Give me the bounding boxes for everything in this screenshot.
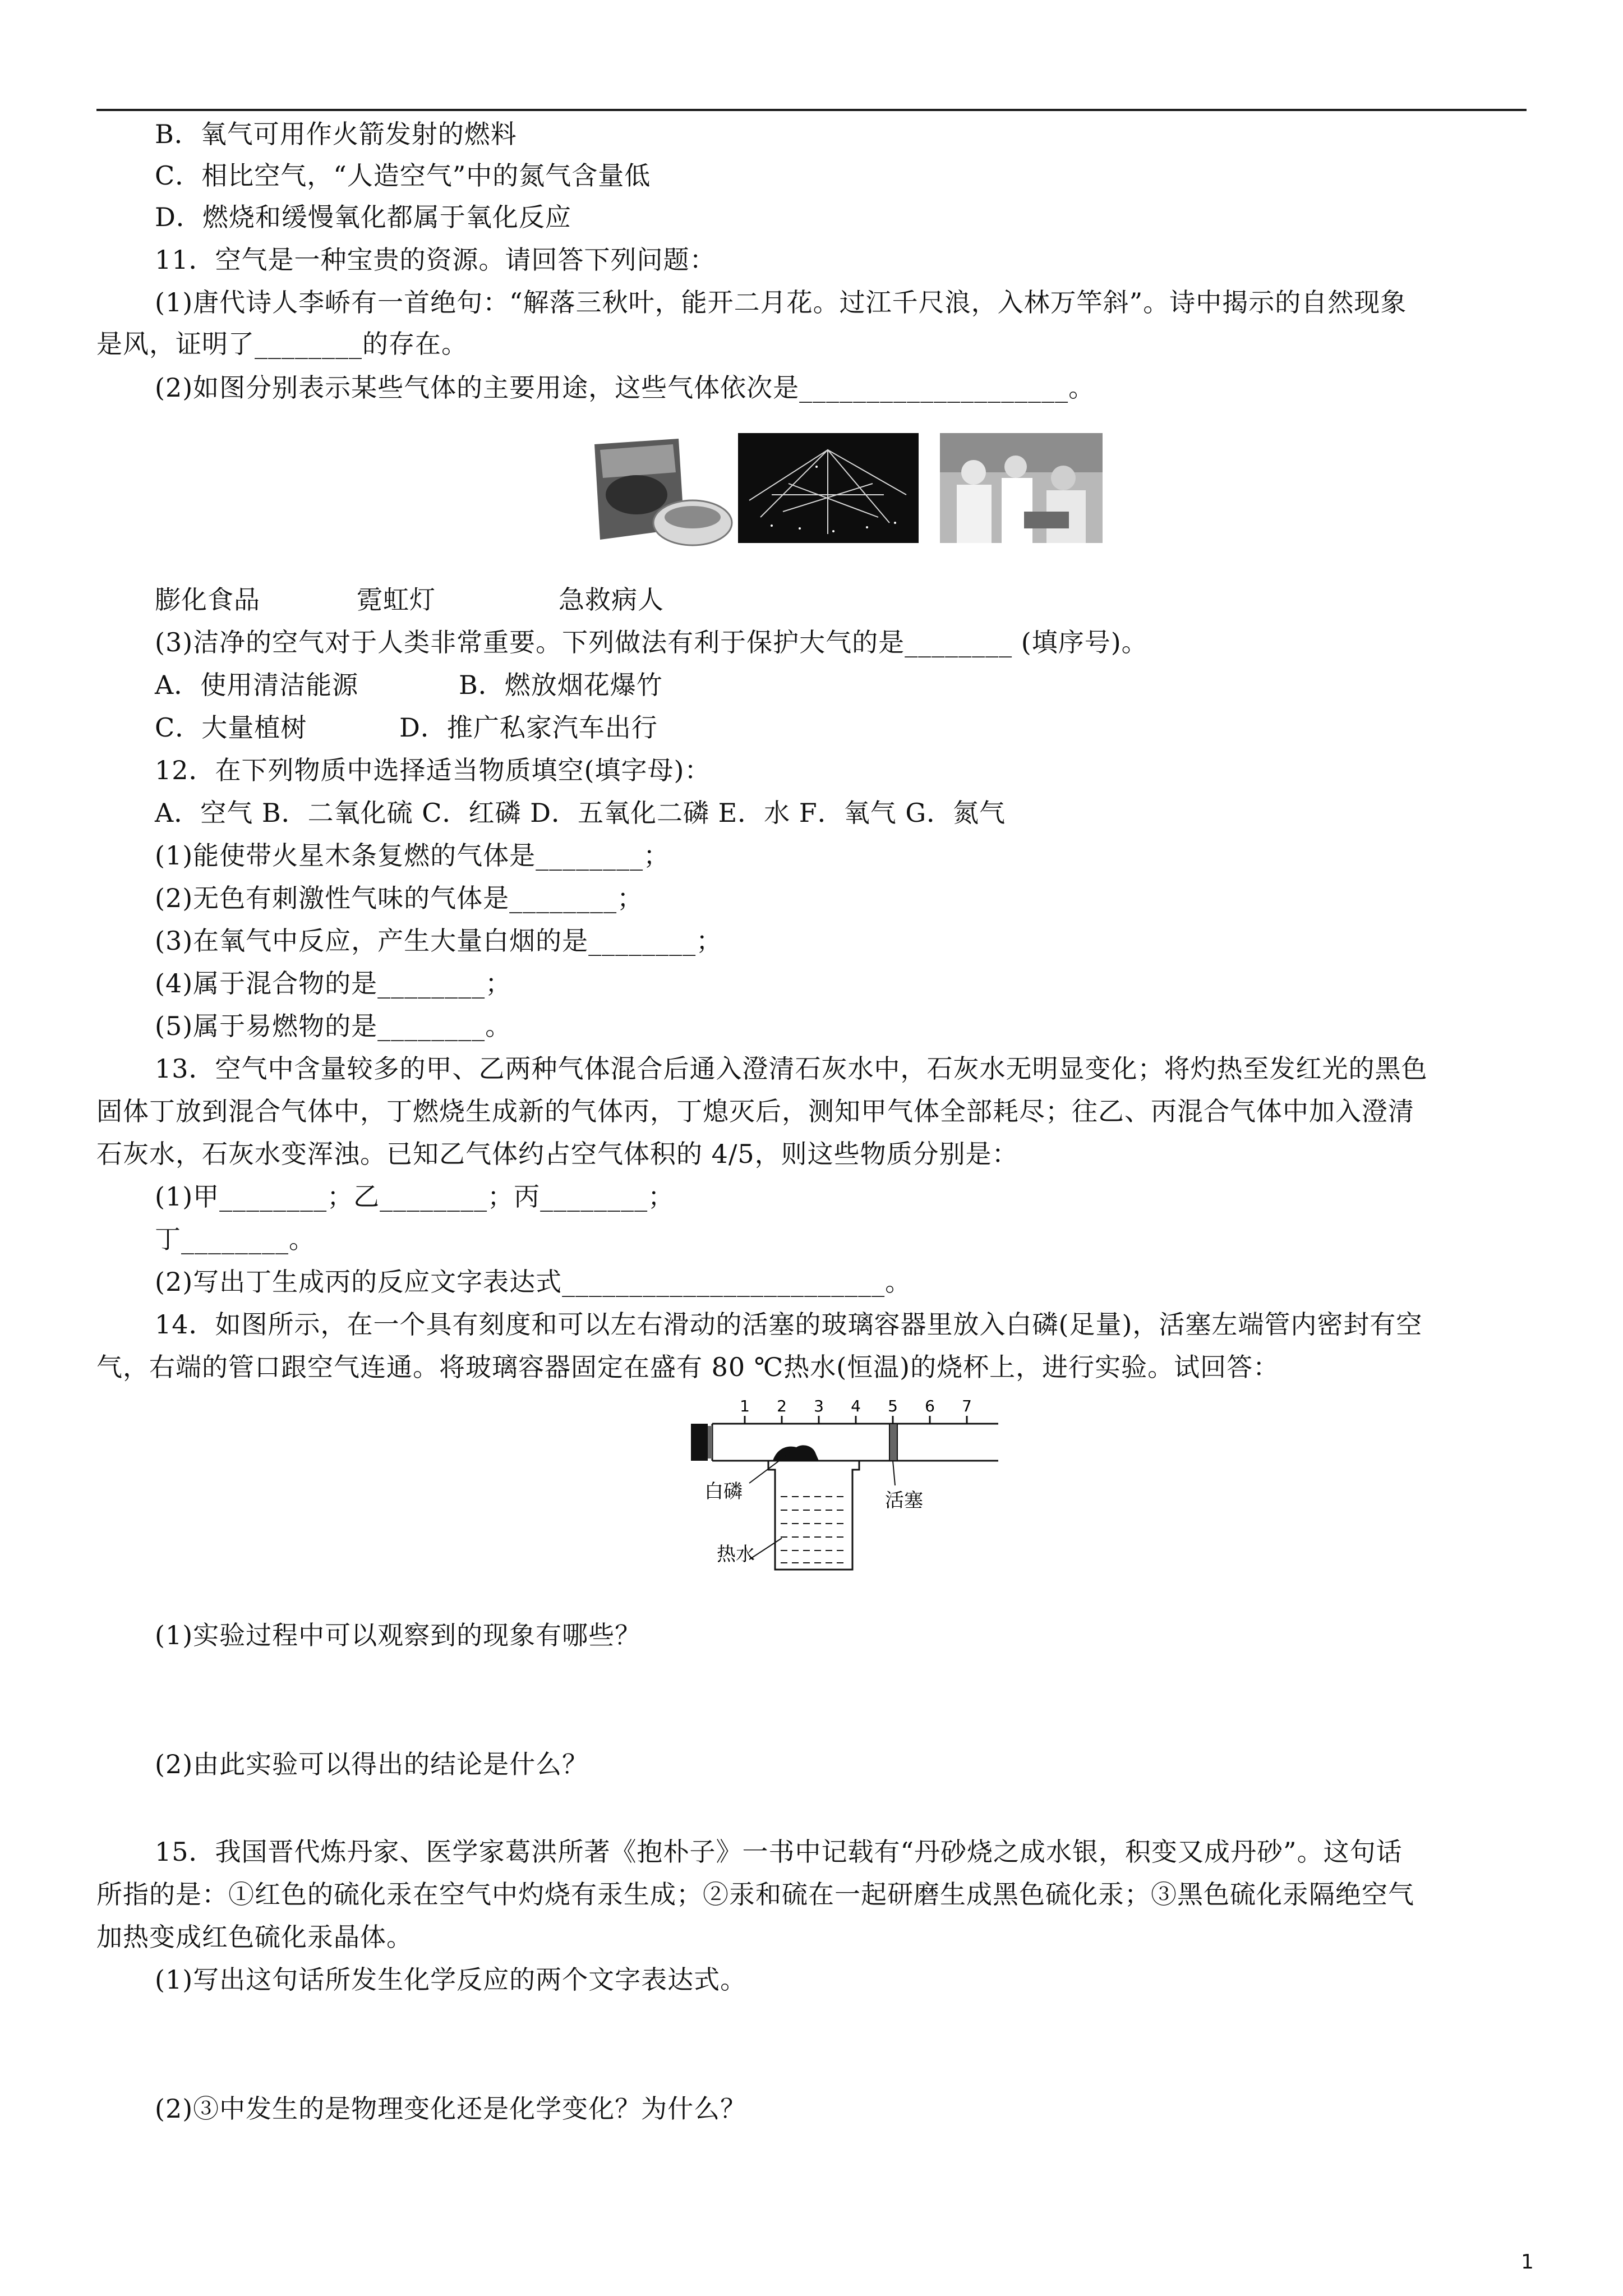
- question-13-line1: 13．空气中含量较多的甲、乙两种气体混合后通入澄清石灰水中，石灰水无明显变化；将灼热至发红光的黑色: [155, 1053, 1428, 1084]
- puffed-food-photo: [583, 433, 735, 553]
- q12-part2: (2)无色有刺激性气味的气体是________；: [155, 883, 644, 913]
- scale-label-5: 5: [888, 1397, 898, 1415]
- question-15-line2: 所指的是：①红色的硫化汞在空气中灼烧有汞生成；②汞和硫在一起研磨生成黑色硫化汞；③黑色硫化汞隔绝空气: [96, 1879, 1414, 1910]
- option-c: C．相比空气，“人造空气”中的氮气含量低: [155, 160, 651, 191]
- label-hot-water: 热水: [717, 1543, 755, 1566]
- q11-part2: (2)如图分别表示某些气体的主要用途，这些气体依次是____________________。: [155, 372, 1095, 403]
- caption-patient: 急救病人: [559, 585, 664, 615]
- scale-label-4: 4: [851, 1397, 861, 1415]
- q13-part1-cont: 丁________。: [155, 1224, 315, 1254]
- option-d: D．燃烧和缓慢氧化都属于氧化反应: [155, 202, 571, 232]
- experiment-diagram: [679, 1391, 1004, 1582]
- question-11-stem: 11．空气是一种宝贵的资源。请回答下列问题：: [155, 245, 716, 275]
- neon-light-photo: [738, 433, 919, 543]
- q12-part4: (4)属于混合物的是________；: [155, 968, 512, 999]
- caption-puffed-food: 膨化食品: [155, 585, 260, 615]
- question-15-line1: 15．我国晋代炼丹家、医学家葛洪所著《抱朴子》一书中记载有“丹砂烧之成水银，积变又成丹砂”。这句话: [155, 1837, 1403, 1867]
- q11-option-c: C．大量植树: [155, 712, 307, 743]
- header-rule: [96, 109, 1527, 111]
- q12-choices: A．空气 B．二氧化硫 C．红磷 D．五氧化二磷 E．水 F．氧气 G．氮气: [155, 798, 1006, 828]
- q12-part5: (5)属于易燃物的是________。: [155, 1011, 512, 1041]
- question-14-line1: 14．如图所示，在一个具有刻度和可以左右滑动的活塞的玻璃容器里放入白磷(足量)，活塞左端管内密封有空: [155, 1309, 1423, 1340]
- question-13-line3: 石灰水，石灰水变浑浊。已知乙气体约占空气体积的 4/5，则这些物质分别是：: [96, 1139, 1018, 1169]
- q11-option-b: B．燃放烟花爆竹: [459, 670, 663, 700]
- q15-part2: (2)③中发生的是物理变化还是化学变化？为什么？: [155, 2093, 747, 2124]
- q11-option-d: D．推广私家汽车出行: [399, 712, 658, 743]
- q14-part2: (2)由此实验可以得出的结论是什么？: [155, 1749, 589, 1779]
- scale-label-1: 1: [740, 1397, 750, 1415]
- label-piston: 活塞: [885, 1489, 923, 1512]
- scale-label-2: 2: [777, 1397, 787, 1415]
- scale-label-7: 7: [962, 1397, 972, 1415]
- label-white-phosphorus: 白磷: [704, 1480, 743, 1503]
- q11-part1-line1: (1)唐代诗人李峤有一首绝句：“解落三秋叶，能开二月花。过江千尺浪，入林万竿斜”。诗中揭示的自然现象: [155, 287, 1407, 318]
- question-12-stem: 12．在下列物质中选择适当物质填空(填字母)：: [155, 755, 711, 785]
- q11-option-a: A．使用清洁能源: [155, 670, 359, 700]
- q12-part1: (1)能使带火星木条复燃的气体是________；: [155, 840, 670, 871]
- q11-part3: (3)洁净的空气对于人类非常重要。下列做法有利于保护大气的是________ (填序号)。: [155, 627, 1148, 657]
- scale-label-3: 3: [814, 1397, 824, 1415]
- question-13-line2: 固体丁放到混合气体中，丁燃烧生成新的气体丙，丁熄灭后，测知甲气体全部耗尽；往乙、丙混合气体中加入澄清: [96, 1096, 1414, 1126]
- q13-part2: (2)写出丁生成丙的反应文字表达式________________________。: [155, 1267, 912, 1297]
- q12-part3: (3)在氧气中反应，产生大量白烟的是________；: [155, 926, 723, 956]
- question-14-line2: 气，右端的管口跟空气连通。将玻璃容器固定在盛有 80 ℃热水(恒温)的烧杯上，进行实验。试回答：: [96, 1352, 1280, 1382]
- q13-part1: (1)甲________；乙________；丙________；: [155, 1181, 675, 1212]
- q14-part1: (1)实验过程中可以观察到的现象有哪些？: [155, 1620, 642, 1650]
- scale-label-6: 6: [925, 1397, 935, 1415]
- patient-rescue-photo: [940, 433, 1103, 543]
- caption-neon-light: 霓虹灯: [357, 585, 436, 615]
- q15-part1: (1)写出这句话所发生化学反应的两个文字表达式。: [155, 1964, 747, 1995]
- page-number: 1: [1521, 2251, 1534, 2274]
- q11-part1-line2: 是风，证明了________的存在。: [96, 329, 468, 359]
- question-15-line3: 加热变成红色硫化汞晶体。: [96, 1922, 413, 1952]
- option-b: B．氧气可用作火箭发射的燃料: [155, 119, 517, 149]
